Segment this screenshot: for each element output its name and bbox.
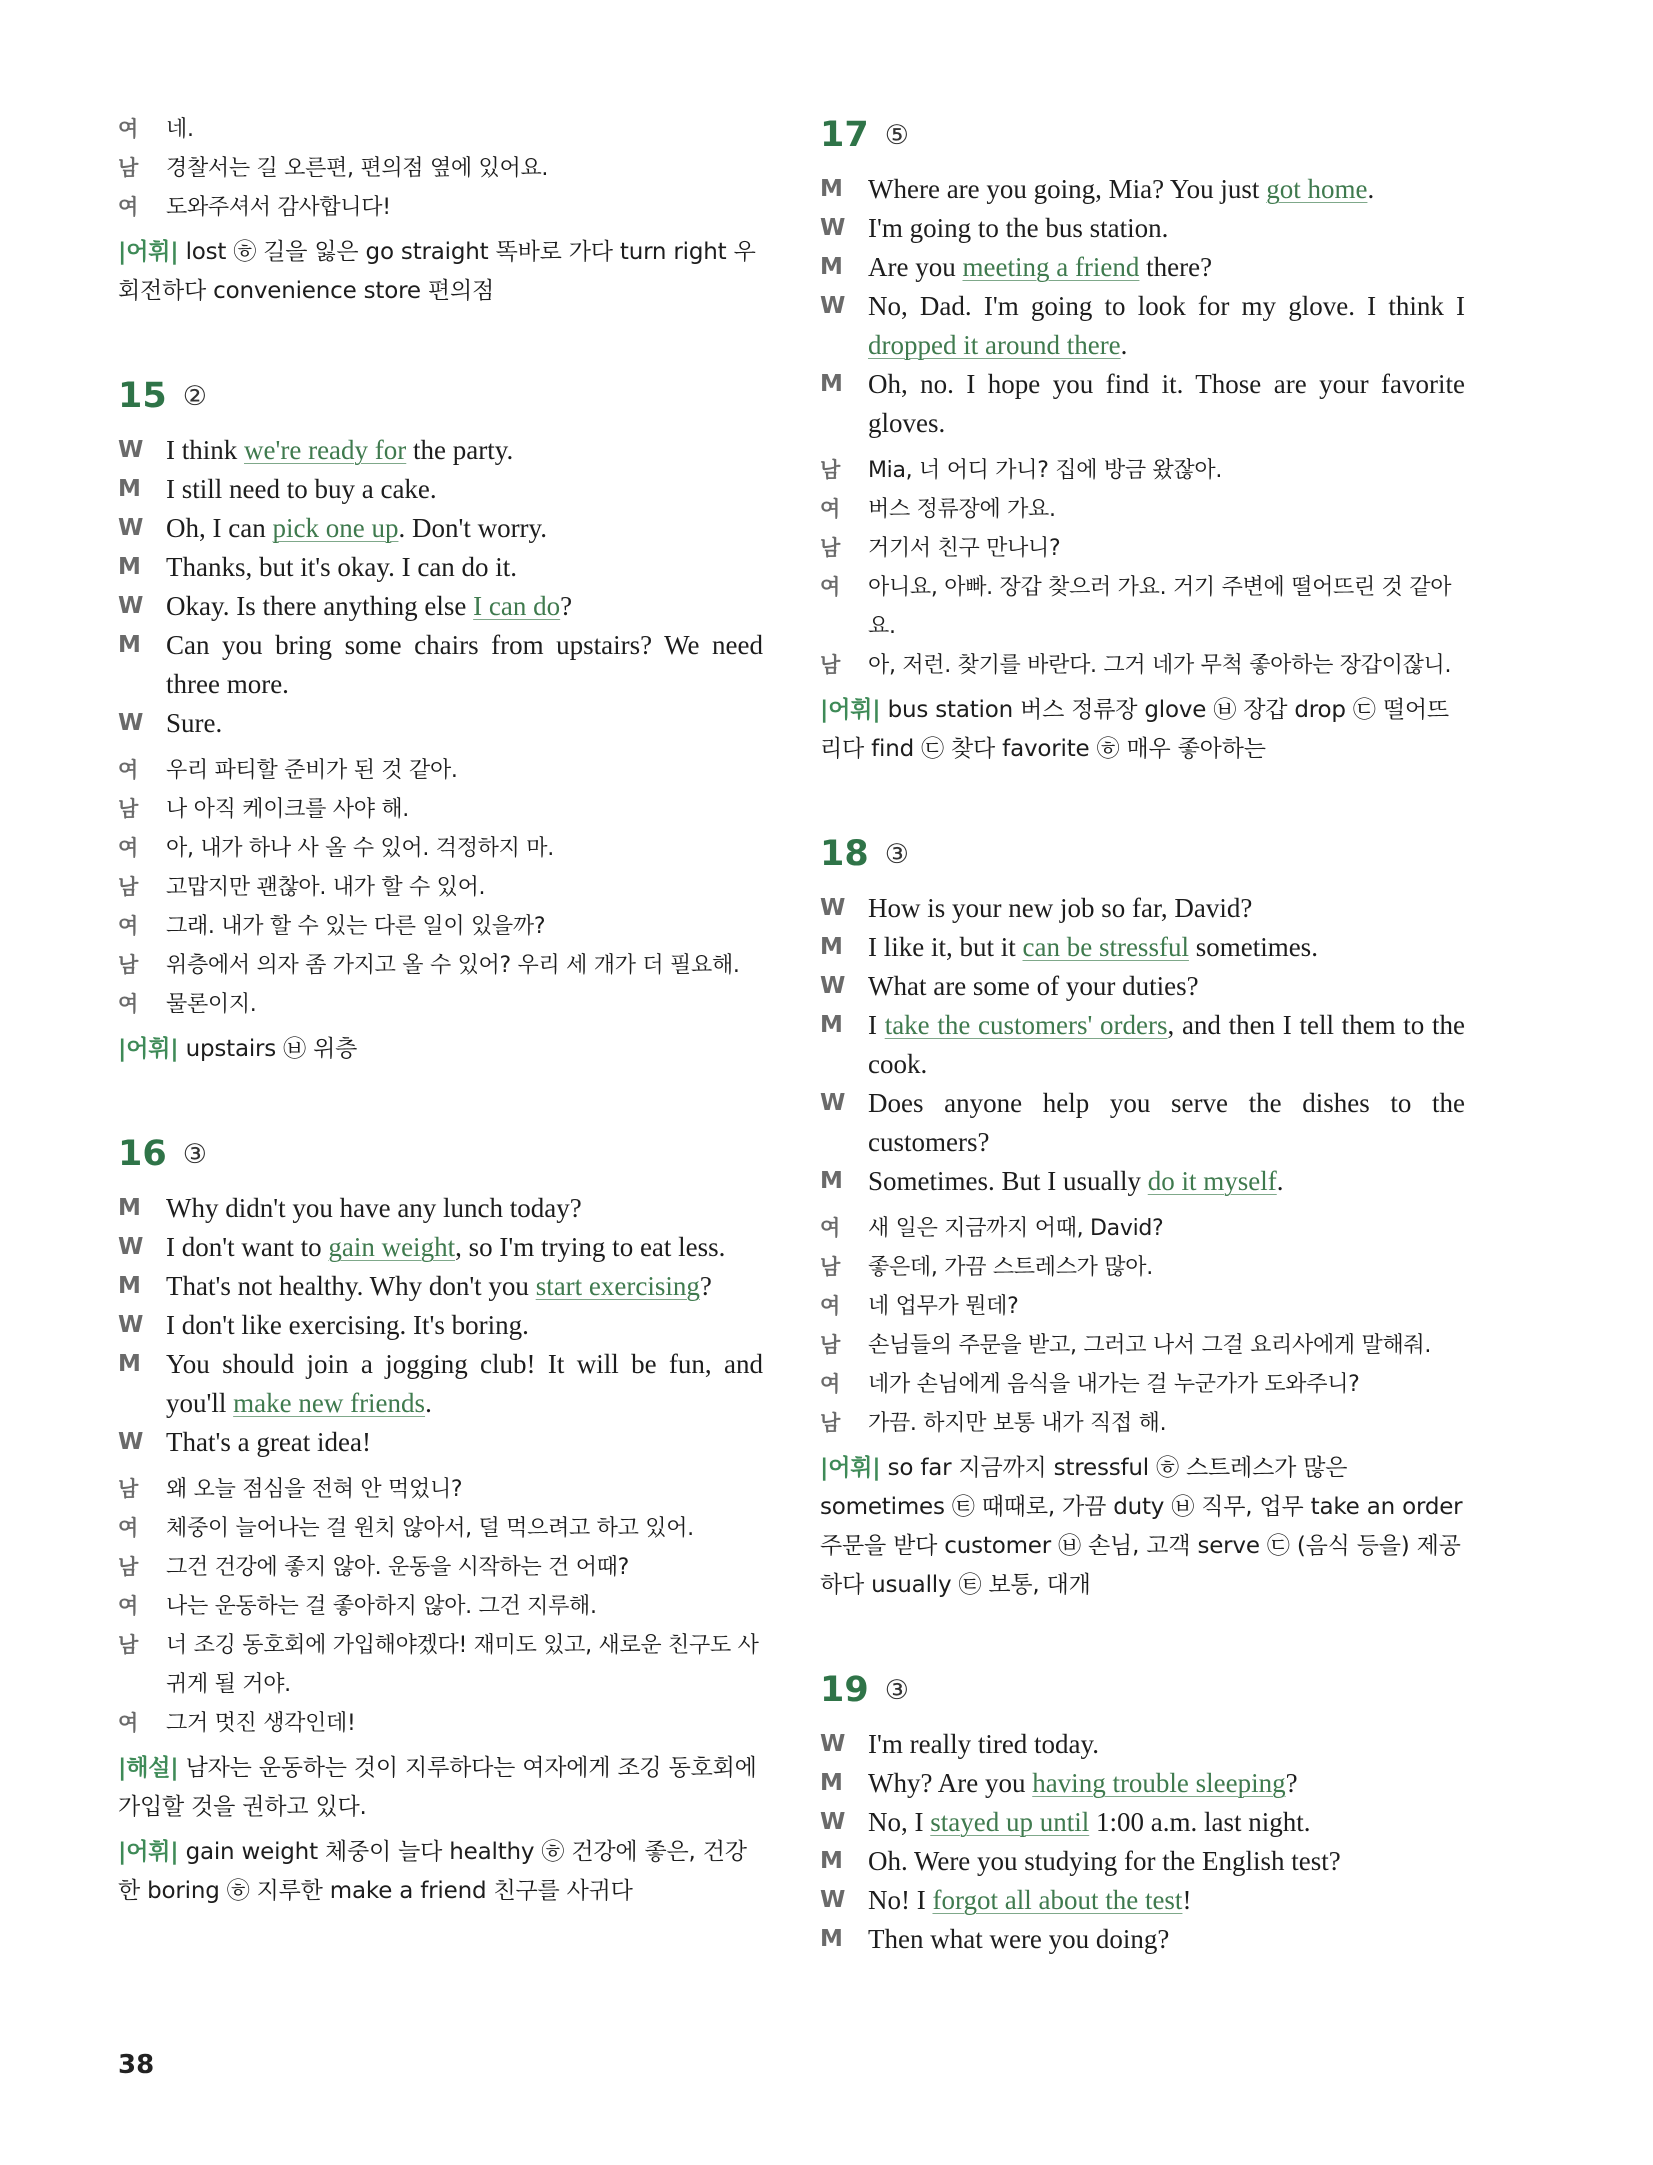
speaker-label: 남 xyxy=(820,1255,840,1279)
speaker-label: M xyxy=(820,1770,843,1796)
question-15 xyxy=(118,371,763,1069)
english-line xyxy=(118,626,763,704)
dialogue-text: Can you bring some chairs from upstairs? We need three more. xyxy=(166,630,763,699)
answer-phrase: start exercising xyxy=(535,1271,700,1301)
translation-text: 위층에서 의자 좀 가지고 올 수 있어? 우리 세 개가 더 필요해. xyxy=(166,953,740,978)
explanation-tag: |해설| xyxy=(118,1755,179,1781)
korean-line xyxy=(820,490,1465,529)
korean-line xyxy=(118,985,763,1024)
question-number: 19 xyxy=(820,1670,869,1710)
speaker-label: W xyxy=(820,1809,846,1835)
spacer xyxy=(820,443,1465,451)
answer-mark: ③ xyxy=(884,1674,909,1706)
korean-line xyxy=(118,1704,763,1743)
answer-phrase: stayed up until xyxy=(930,1807,1090,1837)
english-line xyxy=(118,1228,763,1267)
english-line xyxy=(820,1881,1465,1920)
dialogue-text: That's not healthy. Why don't you xyxy=(166,1271,536,1301)
translation-text: 아, 내가 하나 사 올 수 있어. 걱정하지 마. xyxy=(166,836,554,861)
translation-text: 우리 파티할 준비가 된 것 같아. xyxy=(166,758,458,783)
speaker-label: 남 xyxy=(118,156,138,180)
dialogue-text: I'm really tired today. xyxy=(868,1729,1100,1759)
dialogue-text: Oh, no. I hope you find it. Those are your favorite gloves. xyxy=(868,369,1465,438)
english-line xyxy=(820,1162,1465,1201)
dialogue-text: . xyxy=(1367,174,1375,204)
translation-text: 체중이 늘어나는 걸 원치 않아서, 덜 먹으려고 하고 있어. xyxy=(166,1516,694,1541)
vocabulary xyxy=(118,1833,763,1911)
answer-phrase: make new friends xyxy=(233,1388,426,1418)
korean-line xyxy=(118,946,763,985)
dialogue-text: Are you xyxy=(868,252,963,282)
speaker-label: 여 xyxy=(118,992,138,1016)
speaker-label: 여 xyxy=(118,758,138,782)
answer-mark: ② xyxy=(182,380,207,412)
speaker-label: M xyxy=(820,254,843,280)
translation-text: 손님들의 주문을 받고, 그러고 나서 그걸 요리사에게 말해줘. xyxy=(868,1333,1432,1358)
speaker-label: 남 xyxy=(820,653,840,677)
english-line xyxy=(820,1842,1465,1881)
question-number: 18 xyxy=(820,834,869,874)
speaker-label: M xyxy=(820,1168,843,1194)
translation-text: 고맙지만 괜찮아. 내가 할 수 있어. xyxy=(166,875,486,900)
translation-text: 버스 정류장에 가요. xyxy=(868,497,1056,522)
english-line xyxy=(118,470,763,509)
speaker-label: M xyxy=(118,554,141,580)
q14-continuation xyxy=(118,110,763,311)
korean-line xyxy=(820,1365,1465,1404)
korean-line xyxy=(820,568,1465,646)
english-line xyxy=(118,587,763,626)
dialogue-text: there? xyxy=(1139,252,1213,282)
translation-text: 아니요, 아빠. 장갑 찾으러 가요. 거기 주변에 떨어뜨린 것 같아요. xyxy=(868,575,1452,639)
speaker-label: 여 xyxy=(118,1516,138,1540)
translation-text: 그거 멋진 생각인데! xyxy=(166,1711,356,1736)
vocabulary xyxy=(820,691,1465,769)
korean-line xyxy=(820,529,1465,568)
english-line xyxy=(820,170,1465,209)
vocabulary xyxy=(118,233,763,311)
question-16 xyxy=(118,1129,763,1911)
explanation xyxy=(118,1749,763,1827)
speaker-label: M xyxy=(118,1195,141,1221)
speaker-label: W xyxy=(118,593,144,619)
korean-line xyxy=(118,1509,763,1548)
dialogue-text: . xyxy=(425,1388,432,1418)
korean-line xyxy=(820,646,1465,685)
answer-phrase: do it myself xyxy=(1147,1166,1277,1196)
translation-text: 도와주셔서 감사합니다! xyxy=(166,195,391,220)
speaker-label: 남 xyxy=(820,458,840,482)
korean-line xyxy=(118,1587,763,1626)
english-line xyxy=(118,1189,763,1228)
speaker-label: M xyxy=(820,1926,843,1952)
korean-line xyxy=(118,907,763,946)
question-18 xyxy=(820,829,1465,1605)
dialogue-text: . xyxy=(1276,1166,1284,1196)
korean-line xyxy=(820,451,1465,490)
dialogue-text: the party. xyxy=(406,435,514,465)
speaker-label: M xyxy=(118,1351,141,1377)
translation-text: 나는 운동하는 걸 좋아하지 않아. 그건 지루해. xyxy=(166,1594,597,1619)
speaker-label: W xyxy=(820,215,846,241)
translation-text: 가끔. 하지만 보통 내가 직접 해. xyxy=(868,1411,1167,1436)
answer-phrase: I can do xyxy=(473,591,561,621)
speaker-label: M xyxy=(820,176,843,202)
korean-line xyxy=(118,790,763,829)
korean-line xyxy=(118,110,763,149)
translation-text: 나 아직 케이크를 사야 해. xyxy=(166,797,409,822)
question-number: 17 xyxy=(820,115,869,155)
korean-line xyxy=(118,1626,763,1704)
answer-mark: ③ xyxy=(884,838,909,870)
translation-text: 좋은데, 가끔 스트레스가 많아. xyxy=(868,1255,1153,1280)
dialogue-text: , so I'm trying to eat less. xyxy=(455,1232,726,1262)
translation-text: Mia, 너 어디 가니? 집에 방금 왔잖아. xyxy=(868,458,1223,483)
speaker-label: M xyxy=(820,1848,843,1874)
speaker-label: W xyxy=(118,1234,144,1260)
speaker-label: M xyxy=(820,1012,843,1038)
vocab-tag: |어휘| xyxy=(118,1036,179,1062)
vocab-text: bus station 버스 정류장 glove ㉥ 장갑 drop ㉢ 떨어뜨리다 find ㉢ 찾다 favorite ㉭ 매우 좋아하는 xyxy=(820,697,1449,762)
spacer xyxy=(820,1201,1465,1209)
dialogue-text: Oh. Were you studying for the English test? xyxy=(868,1846,1341,1876)
english-line xyxy=(820,1920,1465,1959)
english-line xyxy=(820,889,1465,928)
speaker-label: 남 xyxy=(118,1477,138,1501)
speaker-label: W xyxy=(820,293,846,319)
question-19 xyxy=(820,1665,1465,1967)
translation-text: 새 일은 지금까지 어때, David? xyxy=(868,1216,1164,1241)
question-header xyxy=(820,110,1465,160)
english-line xyxy=(118,1267,763,1306)
dialogue-text: Oh, I can xyxy=(166,513,273,543)
dialogue-text: Okay. Is there anything else xyxy=(166,591,474,621)
question-number: 16 xyxy=(118,1134,167,1174)
english-line xyxy=(820,967,1465,1006)
translation-text: 네. xyxy=(166,117,194,142)
answer-phrase: dropped it around there xyxy=(868,330,1121,360)
translation-text: 네 업무가 뭔데? xyxy=(868,1294,1019,1319)
page-number: 38 xyxy=(118,2050,155,2080)
speaker-label: 여 xyxy=(118,117,138,141)
question-header xyxy=(118,371,763,421)
speaker-label: 여 xyxy=(118,1594,138,1618)
speaker-label: 여 xyxy=(118,836,138,860)
speaker-label: W xyxy=(820,973,846,999)
speaker-label: W xyxy=(118,437,144,463)
question-17 xyxy=(820,110,1465,769)
dialogue-text: ? xyxy=(1285,1768,1298,1798)
speaker-label: W xyxy=(820,1887,846,1913)
speaker-label: 남 xyxy=(118,953,138,977)
korean-line xyxy=(118,868,763,907)
english-line xyxy=(118,431,763,470)
speaker-label: M xyxy=(820,371,843,397)
korean-line xyxy=(118,188,763,227)
english-line xyxy=(820,1725,1465,1764)
speaker-label: W xyxy=(118,1312,144,1338)
speaker-label: 남 xyxy=(118,1555,138,1579)
speaker-label: 여 xyxy=(820,1294,840,1318)
dialogue-text: ? xyxy=(560,591,573,621)
speaker-label: 남 xyxy=(118,797,138,821)
right-column xyxy=(820,110,1465,1967)
speaker-label: M xyxy=(118,476,141,502)
speaker-label: M xyxy=(118,632,141,658)
answer-phrase: take the customers' orders xyxy=(884,1010,1168,1040)
answer-mark: ⑤ xyxy=(884,119,909,151)
speaker-label: 여 xyxy=(820,1216,840,1240)
vocab-text: lost ㉭ 길을 잃은 go straight 똑바로 가다 turn right 우회전하다 convenience store 편의점 xyxy=(118,239,756,304)
english-line xyxy=(820,365,1465,443)
translation-text: 그건 건강에 좋지 않아. 운동을 시작하는 건 어때? xyxy=(166,1555,630,1580)
vocab-tag: |어휘| xyxy=(820,697,881,723)
dialogue-text: I still need to buy a cake. xyxy=(166,474,437,504)
speaker-label: 여 xyxy=(118,195,138,219)
english-line xyxy=(118,1423,763,1462)
question-header xyxy=(820,829,1465,879)
english-line xyxy=(820,1764,1465,1803)
speaker-label: M xyxy=(820,934,843,960)
translation-text: 너 조깅 동호회에 가입해야겠다! 재미도 있고, 새로운 친구도 사귀게 될 거야. xyxy=(166,1633,759,1697)
speaker-label: W xyxy=(118,515,144,541)
dialogue-text: I'm going to the bus station. xyxy=(868,213,1169,243)
dialogue-text: No! I xyxy=(868,1885,933,1915)
english-line xyxy=(820,1803,1465,1842)
answer-phrase: can be stressful xyxy=(1022,932,1189,962)
answer-mark: ③ xyxy=(182,1138,207,1170)
vocabulary xyxy=(820,1449,1465,1605)
dialogue-text: Sometimes. But I usually xyxy=(868,1166,1148,1196)
dialogue-text: sometimes. xyxy=(1188,932,1318,962)
vocab-text: upstairs ㉥ 위층 xyxy=(185,1036,358,1062)
dialogue-text: , and then I tell them to the cook. xyxy=(868,1010,1465,1079)
korean-line xyxy=(118,1548,763,1587)
speaker-label: 남 xyxy=(820,1333,840,1357)
dialogue-text: Where are you going, Mia? You just xyxy=(868,174,1267,204)
speaker-label: 여 xyxy=(118,1711,138,1735)
dialogue-text: . xyxy=(1120,330,1128,360)
korean-line xyxy=(820,1209,1465,1248)
dialogue-text: How is your new job so far, David? xyxy=(868,893,1253,923)
dialogue-text: ? xyxy=(699,1271,712,1301)
speaker-label: M xyxy=(118,1273,141,1299)
answer-phrase: got home xyxy=(1266,174,1368,204)
left-column xyxy=(118,110,763,1911)
speaker-label: 남 xyxy=(118,1633,138,1657)
dialogue-text: 1:00 a.m. last night. xyxy=(1089,1807,1311,1837)
korean-line xyxy=(118,1470,763,1509)
spacer xyxy=(118,743,763,751)
translation-text: 거기서 친구 만나니? xyxy=(868,536,1061,561)
english-line xyxy=(118,1306,763,1345)
answer-phrase: pick one up xyxy=(272,513,399,543)
vocab-tag: |어휘| xyxy=(118,1839,179,1865)
translation-text: 물론이지. xyxy=(166,992,257,1017)
speaker-label: W xyxy=(820,895,846,921)
translation-text: 그래. 내가 할 수 있는 다른 일이 있을까? xyxy=(166,914,546,939)
speaker-label: 남 xyxy=(820,1411,840,1435)
vocab-tag: |어휘| xyxy=(118,239,179,265)
english-line xyxy=(820,287,1465,365)
explanation-text: 남자는 운동하는 것이 지루하다는 여자에게 조깅 동호회에 가입할 것을 권하고 있다. xyxy=(118,1755,757,1820)
translation-text: 아, 저런. 찾기를 바란다. 그거 네가 무척 좋아하는 장갑이잖니. xyxy=(868,653,1452,678)
dialogue-text: I don't like exercising. It's boring. xyxy=(166,1310,529,1340)
question-header xyxy=(820,1665,1465,1715)
answer-phrase: having trouble sleeping xyxy=(1032,1768,1286,1798)
answer-phrase: gain weight xyxy=(328,1232,456,1262)
vocabulary xyxy=(118,1030,763,1069)
translation-text: 경찰서는 길 오른편, 편의점 옆에 있어요. xyxy=(166,156,549,181)
dialogue-text: ! xyxy=(1182,1885,1192,1915)
speaker-label: W xyxy=(820,1090,846,1116)
dialogue-text: What are some of your duties? xyxy=(868,971,1199,1001)
english-line xyxy=(118,509,763,548)
korean-line xyxy=(820,1404,1465,1443)
dialogue-text: I like it, but it xyxy=(868,932,1023,962)
dialogue-text: I xyxy=(868,1010,885,1040)
korean-line xyxy=(118,751,763,790)
answer-phrase: meeting a friend xyxy=(962,252,1140,282)
speaker-label: W xyxy=(118,710,144,736)
dialogue-text: Then what were you doing? xyxy=(868,1924,1170,1954)
english-line xyxy=(820,248,1465,287)
korean-line xyxy=(820,1287,1465,1326)
english-line xyxy=(820,1084,1465,1162)
speaker-label: W xyxy=(118,1429,144,1455)
vocab-tag: |어휘| xyxy=(820,1455,881,1481)
translation-text: 왜 오늘 점심을 전혀 안 먹었니? xyxy=(166,1477,463,1502)
answer-phrase: we're ready for xyxy=(244,435,407,465)
english-line xyxy=(820,928,1465,967)
speaker-label: 남 xyxy=(118,875,138,899)
spacer xyxy=(820,1959,1465,1967)
speaker-label: 남 xyxy=(820,536,840,560)
translation-text: 네가 손님에게 음식을 내가는 걸 누군가가 도와주니? xyxy=(868,1372,1360,1397)
speaker-label: 여 xyxy=(820,497,840,521)
question-header xyxy=(118,1129,763,1179)
speaker-label: W xyxy=(820,1731,846,1757)
korean-line xyxy=(820,1326,1465,1365)
korean-line xyxy=(118,829,763,868)
dialogue-text: Does anyone help you serve the dishes to the customers? xyxy=(868,1088,1465,1157)
vocab-text: gain weight 체중이 늘다 healthy ㉭ 건강에 좋은, 건강한 boring ㉭ 지루한 make a friend 친구를 사귀다 xyxy=(118,1839,747,1904)
english-line xyxy=(118,548,763,587)
english-line xyxy=(820,209,1465,248)
korean-line xyxy=(820,1248,1465,1287)
english-line xyxy=(820,1006,1465,1084)
korean-line xyxy=(118,149,763,188)
dialogue-text: I don't want to xyxy=(166,1232,329,1262)
spacer xyxy=(118,1462,763,1470)
dialogue-text: Why? Are you xyxy=(868,1768,1033,1798)
dialogue-text: You should join a jogging club! It will be fun, and you'll xyxy=(166,1349,763,1418)
dialogue-text: . Don't worry. xyxy=(398,513,548,543)
answer-phrase: forgot all about the test xyxy=(932,1885,1183,1915)
vocab-text: so far 지금까지 stressful ㉭ 스트레스가 많은 sometimes ㉫ 때때로, 가끔 duty ㉥ 직무, 업무 take an order 주문을 받다 customer ㉥ 손님, 고객 serve ㉢ (음식 등을) 제공하다 usually ㉫ 보통, 대개 xyxy=(820,1455,1463,1598)
english-line xyxy=(118,704,763,743)
dialogue-text: Thanks, but it's okay. I can do it. xyxy=(166,552,518,582)
speaker-label: 여 xyxy=(820,1372,840,1396)
dialogue-text: I think xyxy=(166,435,244,465)
english-line xyxy=(118,1345,763,1423)
speaker-label: 여 xyxy=(820,575,840,599)
dialogue-text: No, I xyxy=(868,1807,931,1837)
dialogue-text: That's a great idea! xyxy=(166,1427,372,1457)
speaker-label: 여 xyxy=(118,914,138,938)
dialogue-text: Why didn't you have any lunch today? xyxy=(166,1193,582,1223)
question-number: 15 xyxy=(118,376,167,416)
dialogue-text: Sure. xyxy=(166,708,223,738)
dialogue-text: No, Dad. I'm going to look for my glove. I think I xyxy=(868,291,1465,321)
